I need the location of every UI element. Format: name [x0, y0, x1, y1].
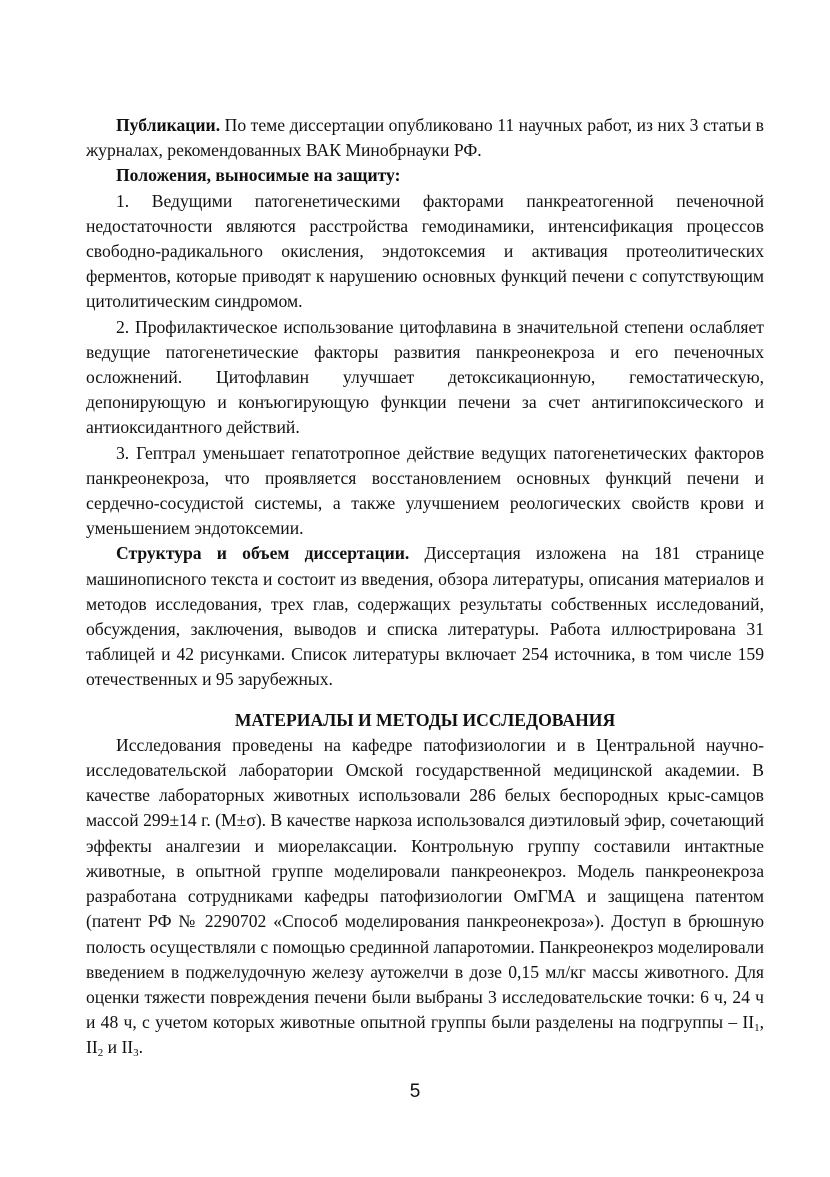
- provision-item-3: 3. Гептрал уменьшает гепатотропное действие ведущих патогенетических факторов панкреонекроза, что проявляется восстановлением основных функций печени и сердечно-сосудистой системы, а также улучшением реологических свойств крови и уменьшением эндотоксемии.: [86, 442, 764, 539]
- publications-label: Публикации.: [116, 115, 221, 135]
- materials-end: .: [138, 1037, 144, 1058]
- subgroup-separator-2: и: [103, 1037, 122, 1058]
- defense-provisions-heading: Положения, выносимые на защиту:: [116, 165, 401, 186]
- provision-item-1: 1. Ведущими патогенетическими факторами панкреатогенной печеночной недостаточности являются расстройства гемодинамики, интенсификация процессов свободно-радикального окисления, эндотоксемия и активация протеолитических ферментов, которые приводят к нарушению основных функций печени с сопутствующим цитолитическим синдромом.: [86, 190, 764, 312]
- structure-text: Диссертация изложена на 181 странице машинописного текста и состоит из введения, обзора литературы, описания материалов и методов исследования, трех глав, содержащих результаты собственных исследований, обсуждения, заключения, выводов и списка литературы. Работа иллюстрирована 31 таблицей и 42 рисунками. Список литературы включает 254 источника, в том числе 159 отечественных и 95 зарубежных.: [86, 543, 764, 690]
- document-page: [86, 113, 764, 1061]
- provision-item-2: 2. Профилактическое использование цитофлавина в значительной степени ослабляет ведущие патогенетические факторы развития панкреонекроза и его печеночных осложнений. Цитофлавин улучшает детоксикационную, гемостатическую, депонирующую и конъюгирующую функции печени за счет антигипоксического и антиоксидантного действий.: [86, 316, 764, 438]
- subgroup-1-index: 1: [754, 1022, 760, 1035]
- materials-paragraph: [86, 733, 764, 1061]
- materials-text: Исследования проведены на кафедре патофизиологии и в Центральной научно-исследовательской лаборатории Омской государственной медицинской академии. В качестве лабораторных животных использовали 286 белых беспородных крыс-самцов массой 299±14 г. (M±σ). В качестве наркоза использовался диэтиловый эфир, сочетающий эффекты аналгезии и миорелаксации. Контрольную группу составили интактные животные, в опытной группе моделировали панкреонекроз. Модель панкреонекроза разработана сотрудниками кафедры патофизиологии ОмГМА и защищена патентом (патент РФ № 2290702 «Способ моделирования панкреонекроза»). Доступ в брюшную полость осуществляли с помощью срединной лапаротомии. Панкреонекроз моделировали введением в поджелудочную железу аутожелчи в дозе 0,15 мл/кг массы животного. Для оценки тяжести повреждения печени были выбраны 3 исследовательские точки: 6 ч, 24 ч и 48 ч, с учетом которых животные опытной группы были разделены на подгруппы –: [86, 734, 764, 1033]
- subgroup-1-letters: II: [742, 1012, 755, 1033]
- subgroup-3-index: 3: [133, 1047, 139, 1060]
- subgroup-3-letters: II: [121, 1037, 134, 1058]
- materials-heading: МАТЕРИАЛЫ И МЕТОДЫ ИССЛЕДОВАНИЯ: [234, 709, 616, 730]
- structure-paragraph: [86, 541, 764, 692]
- page-number: 5: [409, 1081, 421, 1102]
- publications-text: По теме диссертации опубликовано 11 научных работ, из них 3 статьи в журналах, рекомендованных ВАК Минобрнауки РФ.: [86, 115, 764, 161]
- subgroup-2-letters: II: [86, 1037, 98, 1058]
- subgroup-2-index: 2: [97, 1047, 104, 1060]
- structure-label: Структура и объем диссертации.: [116, 543, 410, 564]
- subgroup-separator-1: ,: [759, 1012, 764, 1033]
- publications-paragraph: [86, 113, 764, 163]
